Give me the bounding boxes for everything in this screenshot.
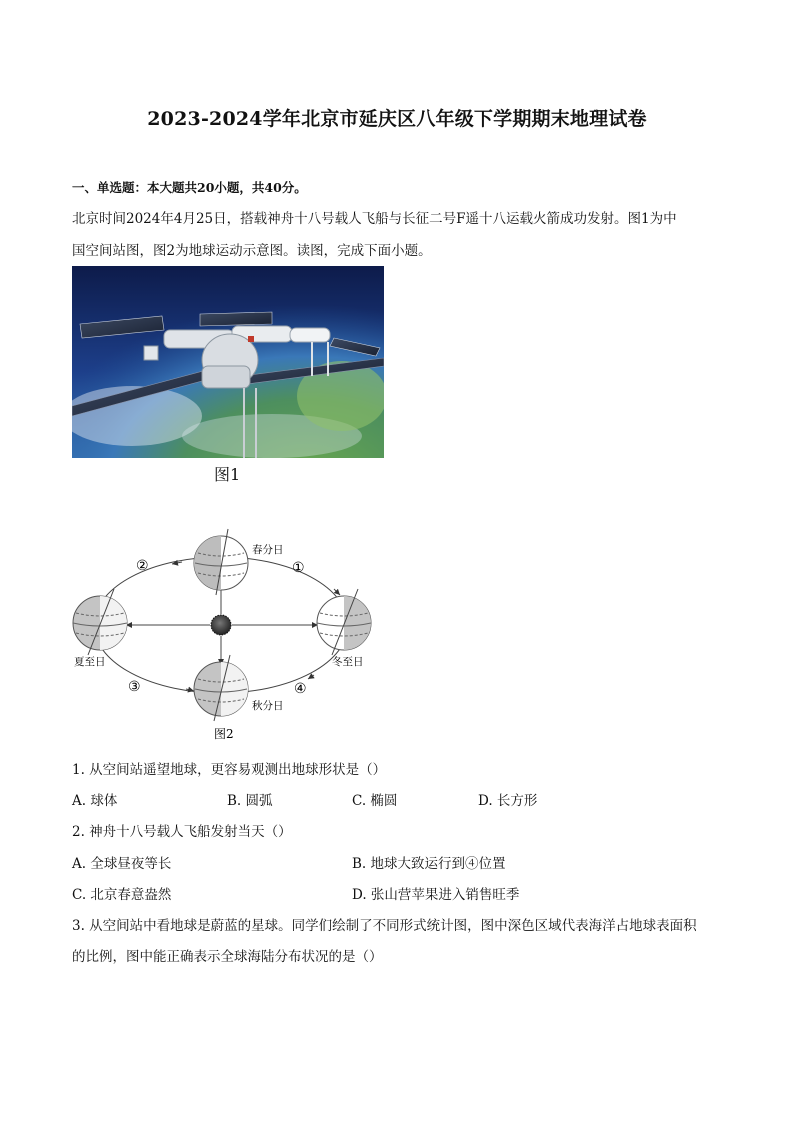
q2-option-d: D. 张山营苹果进入销售旺季 — [352, 887, 520, 903]
q2-option-c: C. 北京春意盎然 — [72, 887, 172, 903]
space-station-illustration — [72, 266, 384, 458]
orbit-arrow-2 — [172, 562, 182, 564]
label-position-1: ① — [292, 560, 305, 576]
q1-option-b: B. 圆弧 — [227, 793, 273, 809]
earth-summer-globe — [73, 589, 127, 655]
orbit-arrow-4 — [308, 675, 314, 679]
intro-line-2: 国空间站图，图2为地球运动示意图。读图，完成下面小题。 — [72, 243, 432, 259]
intro-line-1: 北京时间2024年4月25日，搭载神舟十八号载人飞船与长征二号F遥十八运载火箭成功发射。图1为中 — [72, 211, 677, 227]
earth-autumn-globe — [194, 655, 248, 721]
q1-option-a: A. 球体 — [72, 793, 118, 809]
sun-icon — [211, 615, 231, 635]
label-position-3: ③ — [128, 679, 141, 695]
label-summer: 夏至日 — [74, 656, 106, 668]
question-3-line-1: 3. 从空间站中看地球是蔚蓝的星球。同学们绘制了不同形式统计图，图中深色区域代表海洋占地球表面积 — [72, 918, 697, 934]
section-heading: 一、单选题：本大题共20小题，共40分。 — [72, 180, 307, 195]
label-autumn: 秋分日 — [252, 700, 284, 712]
intro-paragraph — [72, 203, 722, 267]
label-position-2: ② — [136, 558, 149, 574]
page-title: 2023-2024学年北京市延庆区八年级下学期期末地理试卷 — [147, 108, 647, 130]
question-2: 2. 神舟十八号载人飞船发射当天（） — [72, 824, 292, 840]
label-winter: 冬至日 — [332, 656, 364, 668]
orbit-arrow-1 — [334, 589, 340, 595]
figure-2-caption: 图2 — [214, 727, 234, 741]
q2-option-a: A. 全球昼夜等长 — [72, 856, 172, 872]
earth-spring-globe — [194, 529, 248, 595]
space-station-photo — [72, 266, 384, 458]
q2-option-b: B. 地球大致运行到④位置 — [352, 856, 506, 872]
label-spring: 春分日 — [252, 544, 284, 556]
question-3-line-2: 的比例，图中能正确表示全球海陆分布状况的是（） — [72, 949, 383, 965]
label-position-4: ④ — [294, 681, 307, 697]
earth-orbit-diagram — [64, 525, 384, 745]
q1-option-c: C. 椭圆 — [352, 793, 398, 809]
question-1: 1. 从空间站遥望地球，更容易观测出地球形状是（） — [72, 762, 387, 778]
earth-winter-globe — [317, 589, 371, 655]
figure-1-caption: 图1 — [214, 465, 241, 484]
q1-option-d: D. 长方形 — [478, 793, 538, 809]
